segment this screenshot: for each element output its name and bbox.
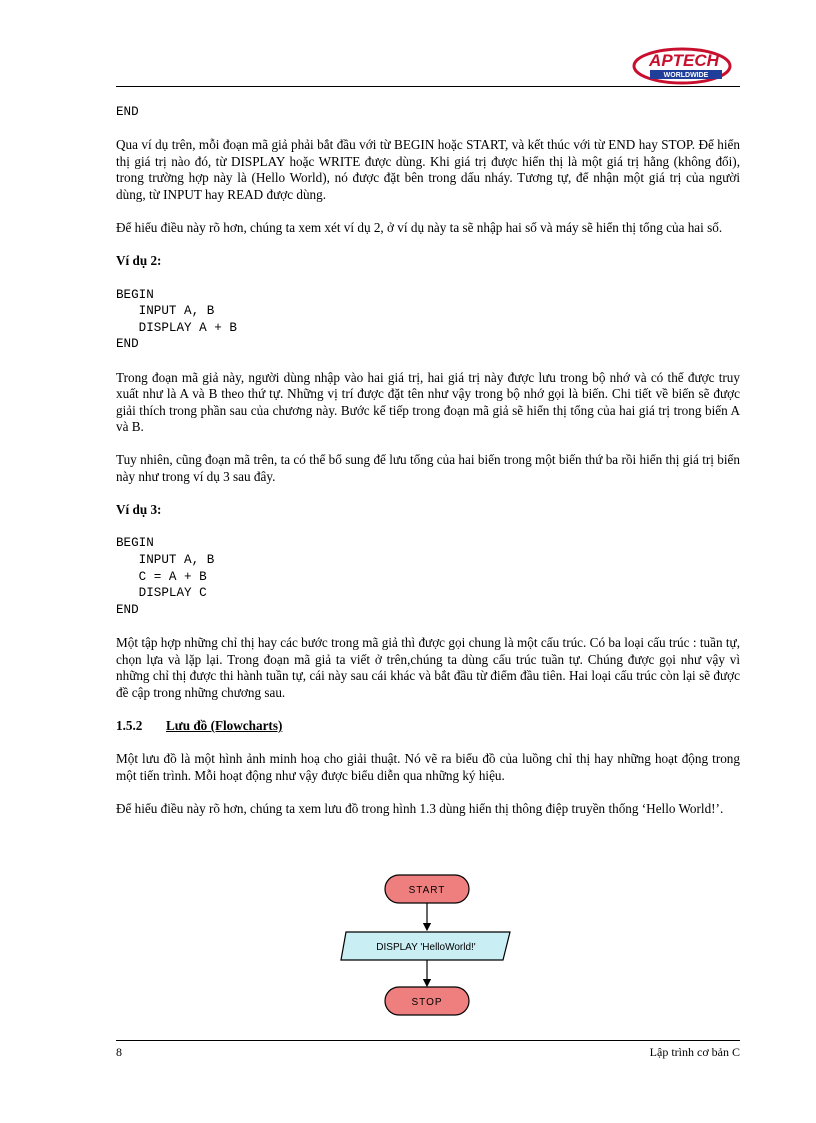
example-2-heading: Ví dụ 2:: [116, 253, 162, 269]
section-heading: [116, 718, 740, 735]
header-divider: [116, 86, 740, 87]
stop-label: STOP: [411, 997, 443, 1008]
page-number: 8: [116, 1045, 122, 1059]
paragraph-1: Qua ví dụ trên, mỗi đoạn mã giả phải bắt đầu với từ BEGIN hoặc START, và kết thúc với từ END hay STOP. Để hiển thị giá trị nào đó, từ DISPLAY hoặc WRITE được dùng. Khi giá trị được hiển thị là một giá trị hằng (không đổi), trong trường hợp này là (Hello World), nó được đặt bên trong dấu nháy. Tương tự, để nhận một giá trị của người dùng, từ INPUT hay READ được dùng.: [116, 137, 740, 202]
page-content: [116, 104, 740, 818]
example-3-heading: Ví dụ 3:: [116, 502, 162, 518]
footer-divider: [116, 1040, 740, 1041]
paragraph-7: Để hiểu điều này rõ hơn, chúng ta xem lưu đồ trong hình 1.3 dùng hiển thị thông điệp truyền thống ‘Hello World!’.: [116, 800, 724, 816]
footer-book-title: Lập trình cơ bản C: [649, 1045, 740, 1059]
flowchart-figure: [340, 872, 515, 1020]
logo-text: APTECH: [649, 51, 719, 70]
paragraph-6: Một lưu đồ là một hình ảnh minh hoạ cho giải thuật. Nó vẽ ra biểu đồ của luồng chỉ thị hay những hoạt động trong một tiến trình. Mỗi hoạt động như vậy được biểu diễn qua những ký hiệu.: [116, 751, 740, 783]
section-number: 1.5.2: [116, 717, 143, 733]
paragraph-4: Tuy nhiên, cũng đoạn mã trên, ta có thể bổ sung để lưu tổng của hai biến trong một biến thứ ba rồi hiển thị giá trị biến này như trong ví dụ 3 sau đây.: [116, 452, 740, 485]
aptech-logo: [632, 46, 736, 86]
paragraph-3: Trong đoạn mã giả này, người dùng nhập vào hai giá trị, hai giá trị này được lưu trong bộ nhớ và có thể được truy xuất như là A và B theo thứ tự. Những vị trí được đặt tên như vậy trong bộ nhớ gọi là biến. Chi tiết về biến sẽ được giải thích trong phần sau của chương này. Bước kế tiếp trong đoạn mã giả sẽ hiển thị tổng của hai giá trị trong biến A và B.: [116, 369, 740, 435]
paragraph-5: Một tập hợp những chỉ thị hay các bước trong mã giả thì được gọi chung là một cấu trúc. Có ba loại cấu trúc : tuần tự, chọn lựa và lặp lại. Trong đoạn mã giả ta viết ở trên,chúng ta dùng cấu trúc tuần tự. Chúng được gọi như vậy vì những chỉ thị được thi hành tuần tự, cái này sau cái khác và bắt đầu từ điểm đầu tiên. Hai loại cấu trúc còn lại sẽ được đề cập trong những chương sau.: [116, 635, 740, 700]
example-3-code: BEGIN INPUT A, B C = A + B DISPLAY C END: [116, 536, 215, 617]
logo-subtext: WORLDWIDE: [663, 72, 709, 79]
paragraph-2: Để hiểu điều này rõ hơn, chúng ta xem xét ví dụ 2, ở ví dụ này ta sẽ nhập hai số và máy sẽ hiển thị tổng của hai số.: [116, 220, 723, 236]
example-2-code: BEGIN INPUT A, B DISPLAY A + B END: [116, 287, 237, 352]
code-end: END: [116, 105, 139, 119]
display-label: DISPLAY 'HelloWorld!': [376, 942, 476, 953]
section-title: Lưu đồ (Flowcharts): [166, 717, 283, 733]
start-label: START: [408, 885, 446, 896]
